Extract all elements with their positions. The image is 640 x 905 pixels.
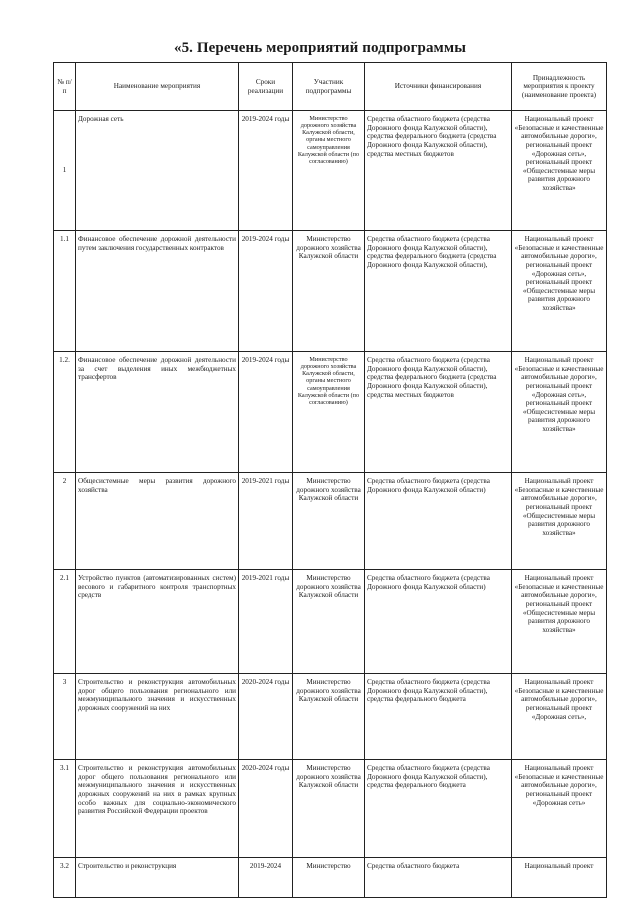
row-sources: Средства областного бюджета (средства Дорожного фонда Калужской области), средства федерального бюджета (средства Дорожного фонда Калужской области), средства местных бюджетов: [365, 111, 512, 231]
table-row: [54, 352, 607, 473]
row-name: Строительство и реконструкция автомобильных дорог общего пользования регионального или межмуниципального значения и искусственных дорожных сооружений на них в рамках крупных особо важных для социально-экономического развития Российской Федерации проектов: [76, 760, 239, 858]
table-row: [54, 231, 607, 352]
table-row: [54, 473, 607, 570]
row-sources: Средства областного бюджета: [365, 858, 512, 898]
row-name: Строительство и реконструкция автомобильных дорог общего пользования регионального или межмуниципального значения и искусственных дорожных сооружений на них: [76, 674, 239, 760]
header-name: Наименование мероприятия: [76, 63, 239, 111]
row-participant: Министерство дорожного хозяйства Калужской области: [293, 570, 365, 674]
row-participant: Министерство дорожного хозяйства Калужской области: [293, 674, 365, 760]
row-project: Национальный проект «Безопасные и качественные автомобильные дороги», региональный проект «Дорожная сеть», региональный проект «Общесистемные меры развития дорожного хозяйства»: [512, 352, 607, 473]
row-name: Строительство и реконструкция: [76, 858, 239, 898]
row-sources: Средства областного бюджета (средства Дорожного фонда Калужской области), средства федерального бюджета (средства Дорожного фонда Калужской области),: [365, 231, 512, 352]
row-num: 2: [54, 473, 76, 570]
activities-table: [53, 62, 607, 898]
table-row: [54, 570, 607, 674]
row-period: 2019-2021 годы: [239, 570, 293, 674]
table-header-row: [54, 63, 607, 111]
row-period: 2019-2021 годы: [239, 473, 293, 570]
row-num: 1.2.: [54, 352, 76, 473]
row-participant: Министерство дорожного хозяйства Калужской области, органы местного самоуправления Калужской области (по согласованию): [293, 352, 365, 473]
row-name: Устройство пунктов (автоматизированных систем) весового и габаритного контроля транспортных средств: [76, 570, 239, 674]
row-period: 2020-2024 годы: [239, 760, 293, 858]
row-project: Национальный проект «Безопасные и качественные автомобильные дороги», региональный проект «Дорожная сеть»,: [512, 674, 607, 760]
row-num: 1.1: [54, 231, 76, 352]
row-sources: Средства областного бюджета (средства Дорожного фонда Калужской области): [365, 473, 512, 570]
row-project: Национальный проект «Безопасные и качественные автомобильные дороги», региональный проект «Дорожная сеть»: [512, 760, 607, 858]
table-row: [54, 858, 607, 898]
row-period: 2019-2024 годы: [239, 231, 293, 352]
row-name: Финансовое обеспечение дорожной деятельности путем заключения государственных контрактов: [76, 231, 239, 352]
row-num: 3.2: [54, 858, 76, 898]
row-project: Национальный проект «Безопасные и качественные автомобильные дороги», региональный проект «Общесистемные меры развития дорожного хозяйства»: [512, 473, 607, 570]
row-participant: Министерство дорожного хозяйства Калужской области: [293, 231, 365, 352]
row-num: 1: [54, 111, 76, 231]
row-name: Финансовое обеспечение дорожной деятельности за счет выделения иных межбюджетных трансфертов: [76, 352, 239, 473]
row-period: 2020-2024 годы: [239, 674, 293, 760]
row-period: 2019-2024: [239, 858, 293, 898]
row-project: Национальный проект: [512, 858, 607, 898]
row-participant: Министерство дорожного хозяйства Калужской области: [293, 473, 365, 570]
row-sources: Средства областного бюджета (средства Дорожного фонда Калужской области), средства федерального бюджета: [365, 674, 512, 760]
row-project: Национальный проект «Безопасные и качественные автомобильные дороги», региональный проект «Дорожная сеть», региональный проект «Общесистемные меры развития дорожного хозяйства»: [512, 231, 607, 352]
header-num: № п/п: [54, 63, 76, 111]
row-num: 3: [54, 674, 76, 760]
header-participant: Участник подпрограммы: [293, 63, 365, 111]
row-period: 2019-2024 годы: [239, 352, 293, 473]
row-project: Национальный проект «Безопасные и качественные автомобильные дороги», региональный проект «Дорожная сеть», региональный проект «Общесистемные меры развития дорожного хозяйства»: [512, 111, 607, 231]
header-period: Сроки реализации: [239, 63, 293, 111]
row-project: Национальный проект «Безопасные и качественные автомобильные дороги», региональный проект «Общесистемные меры развития дорожного хозяйства»: [512, 570, 607, 674]
row-participant: Министерство: [293, 858, 365, 898]
page-title: «5. Перечень мероприятий подпрограммы: [173, 40, 467, 56]
row-participant: Министерство дорожного хозяйства Калужской области, органы местного самоуправления Калужской области (по согласованию): [293, 111, 365, 231]
row-period: 2019-2024 годы: [239, 111, 293, 231]
row-participant: Министерство дорожного хозяйства Калужской области: [293, 760, 365, 858]
row-sources: Средства областного бюджета (средства Дорожного фонда Калужской области), средства федерального бюджета (средства Дорожного фонда Калужской области), средства местных бюджетов: [365, 352, 512, 473]
table-row: [54, 674, 607, 760]
table-row: [54, 111, 607, 231]
row-sources: Средства областного бюджета (средства Дорожного фонда Калужской области), средства федерального бюджета: [365, 760, 512, 858]
row-num: 3.1: [54, 760, 76, 858]
header-project: Принадлежность мероприятия к проекту (наименование проекта): [512, 63, 607, 111]
row-num: 2.1: [54, 570, 76, 674]
header-sources: Источники финансирования: [365, 63, 512, 111]
row-name: Дорожная сеть: [76, 111, 239, 231]
table-row: [54, 760, 607, 858]
row-sources: Средства областного бюджета (средства Дорожного фонда Калужской области): [365, 570, 512, 674]
row-name: Общесистемные меры развития дорожного хозяйства: [76, 473, 239, 570]
